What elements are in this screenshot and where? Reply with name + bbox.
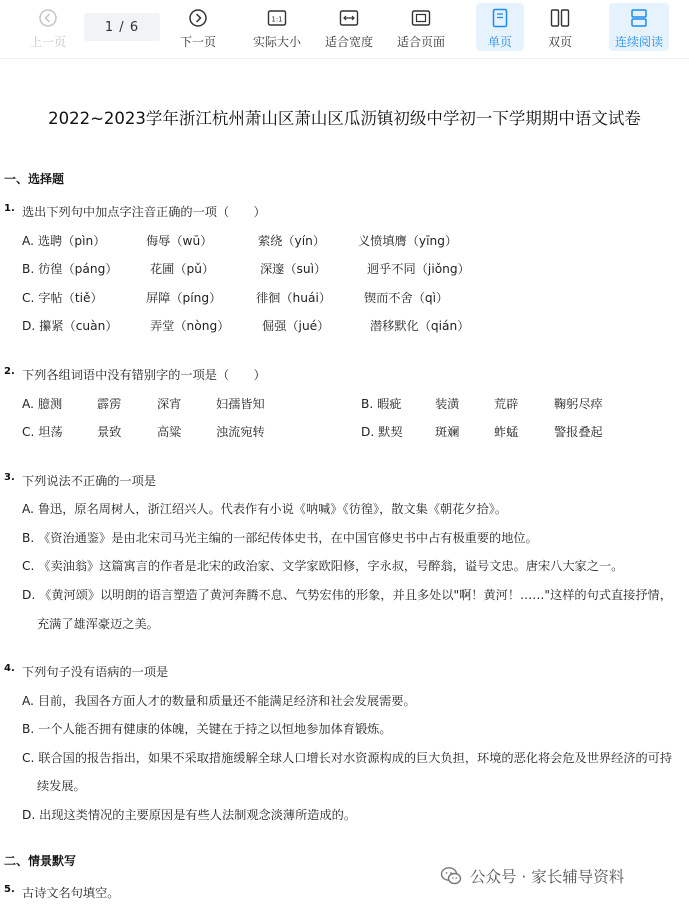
q2-row1-8: 鞠躬尽瘁 [554,397,603,411]
q3-option-d: D. 《黄河颂》以明朗的语言塑造了黄河奔腾不息、气势宏伟的形象，并且多处以"啊！黄河！……"这样的句式直接抒情， [22,588,672,602]
q4-option-c-cont: 续发展。 [37,779,86,793]
q2-row2-7: 蚱蜢 [494,425,519,439]
q2-row2-8: 警报叠起 [554,425,603,439]
q4-option-b: B. 一个人能否拥有健康的体魄，关键在于持之以恒地参加体育锻炼。 [22,722,392,736]
q1-option-c-4: 锲而不舍（qì） [364,291,449,305]
continuous-read-icon [628,7,650,29]
double-page-icon [549,7,571,29]
q1-option-c-3: 徘徊（huái） [256,291,332,305]
q2-row2-2: 景致 [97,425,122,439]
q1-option-d-3: 倔强（jué） [262,319,330,333]
question-number-5: 5. [4,884,15,895]
continuous-read-button[interactable] [609,3,669,51]
q3-option-a: A. 鲁迅，原名周树人，浙江绍兴人。代表作有小说《呐喊》《彷徨》，散文集《朝花夕拾》。 [22,502,508,516]
q1-option-b-3: 深邃（suì） [260,262,327,276]
question-4-stem: 下列句子没有语病的一项是 [22,665,169,679]
single-page-button[interactable] [476,3,524,51]
q2-row2-1: C. 坦荡 [22,425,63,439]
fit-width-button[interactable] [320,3,378,51]
q2-row2-6: 斑斓 [435,425,460,439]
chevron-right-circle-icon [187,7,209,29]
q1-option-a-4: 义愤填膺（yīng） [358,234,458,248]
q2-row2-5: D. 默契 [361,425,403,439]
q4-option-c: C. 联合国的报告指出，如果不采取措施缓解全球人口增长对水资源构成的巨大负担，环境的恶化将会危及世界经济的可持 [22,751,673,765]
q1-option-d-1: D. 攥紧（cuàn） [22,319,118,333]
document-title: 2022~2023学年浙江杭州萧山区萧山区瓜沥镇初级中学初一下学期期中语文试卷 [48,109,641,128]
q3-option-c: C. 《卖油翁》这篇寓言的作者是北宋的政治家、文学家欧阳修，字永叔，号醉翁，谥号文忠。唐宋八大家之一。 [22,559,624,573]
actual-size-label: 实际大小 [252,35,301,49]
q2-row1-5: B. 暇疵 [361,397,402,411]
single-page-label: 单页 [487,35,512,49]
prev-page-button[interactable] [22,3,74,51]
q2-row1-3: 深宵 [157,397,182,411]
actual-size-button[interactable] [248,3,306,51]
prev-page-label: 上一页 [29,35,66,49]
q2-row2-4: 浊流宛转 [216,425,265,439]
page-number-input[interactable]: 1 / 6 [84,13,160,41]
fit-width-icon [338,7,360,29]
question-1-stem: 选出下列句中加点字注音正确的一项（ ） [22,205,266,219]
question-number-3: 3. [4,472,15,483]
question-number-1: 1. [4,203,15,214]
q1-option-b-1: B. 彷徨（páng） [22,262,118,276]
fit-page-button[interactable] [392,3,450,51]
double-page-button[interactable] [536,3,584,51]
q1-option-c-2: 屏障（píng） [146,291,222,305]
question-number-2: 2. [4,366,15,377]
single-page-icon [489,7,511,29]
q4-option-d: D. 出现这类情况的主要原因是有些人法制观念淡薄所造成的。 [22,808,357,822]
q1-option-b-4: 迥乎不同（jiǒng） [367,262,470,276]
watermark-text: 公众号 · 家长辅导资料 [470,868,625,886]
q2-row2-3: 高粱 [157,425,182,439]
q4-option-a: A. 目前，我国各方面人才的数量和质量还不能满足经济和社会发展需要。 [22,694,416,708]
actual-size-icon-text: 1:1 [271,15,283,24]
fit-page-label: 适合页面 [396,35,445,49]
fit-width-label: 适合宽度 [324,35,373,49]
question-5-stem: 古诗文名句填空。 [22,886,120,900]
actual-size-icon [266,7,288,29]
wechat-icon [440,865,462,887]
q1-option-c-1: C. 字帖（tiě） [22,291,103,305]
section-heading-recitation: 二、情景默写 [4,854,77,868]
q2-row1-1: A. 臆测 [22,397,63,411]
q1-option-a-2: 侮辱（wū） [146,234,213,248]
q1-option-a-1: A. 选聘（pìn） [22,234,106,248]
section-heading-choice: 一、选择题 [4,172,65,186]
fit-page-icon [410,7,432,29]
question-number-4: 4. [4,663,15,674]
question-2-stem: 下列各组词语中没有错别字的一项是（ ） [22,368,266,382]
continuous-read-label: 连续阅读 [614,35,663,49]
q3-option-b: B. 《资治通鉴》是由北宋司马光主编的一部纪传体史书，在中国官修史书中占有极重要的地位。 [22,531,538,545]
wechat-watermark [440,864,624,888]
chevron-left-circle-icon [37,7,59,29]
q1-option-d-2: 弄堂（nòng） [150,319,230,333]
q3-option-d-cont: 充满了雄浑豪迈之美。 [37,617,159,631]
viewer-toolbar [0,0,689,59]
q1-option-d-4: 潜移默化（qián） [370,319,470,333]
q2-row1-7: 荒辟 [494,397,519,411]
next-page-button[interactable] [172,3,224,51]
q1-option-a-3: 萦绕（yín） [258,234,326,248]
q2-row1-2: 霹雳 [97,397,122,411]
question-3-stem: 下列说法不正确的一项是 [22,474,157,488]
q2-row1-4: 妇孺皆知 [216,397,265,411]
q1-option-b-2: 花圃（pǔ） [150,262,215,276]
next-page-label: 下一页 [179,35,216,49]
q2-row1-6: 装潢 [435,397,460,411]
double-page-label: 双页 [547,35,572,49]
